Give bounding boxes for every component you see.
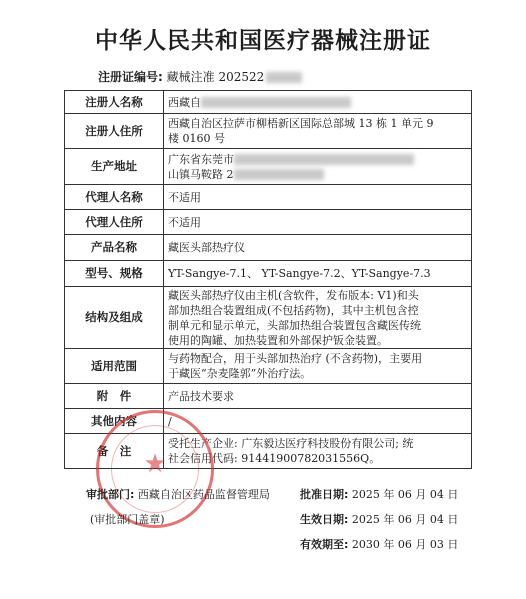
row-remarks bbox=[65, 434, 472, 469]
issuer-line bbox=[86, 486, 270, 502]
registrant-name-label: 注册人名称 bbox=[65, 91, 164, 114]
registrant-address-cell bbox=[164, 114, 472, 149]
agent-name-value: 不适用 bbox=[164, 185, 472, 210]
seal-star-icon: ★ bbox=[143, 449, 167, 479]
row-scope bbox=[65, 349, 472, 384]
other-label: 其他内容 bbox=[65, 409, 164, 434]
redacted-region bbox=[266, 72, 302, 83]
other-value: / bbox=[164, 409, 472, 434]
production-address-label: 生产地址 bbox=[65, 149, 164, 185]
row-production-address bbox=[65, 149, 472, 185]
effective-date-value: 2025 年 06 月 04 日 bbox=[351, 513, 459, 526]
redacted-region bbox=[234, 169, 324, 180]
agent-address-value: 不适用 bbox=[164, 210, 472, 235]
registrant-address-label: 注册人住所 bbox=[65, 114, 164, 149]
structure-cell bbox=[164, 287, 472, 349]
effective-date-label: 生效日期: bbox=[300, 513, 349, 526]
remarks-cell bbox=[164, 434, 472, 469]
registrant-name-cell bbox=[164, 91, 472, 114]
scope-line1: 与药物配合，用于头部加热治疗 (不含药物)，主要用 bbox=[168, 352, 423, 365]
agent-name-label: 代理人名称 bbox=[65, 185, 164, 210]
registration-number bbox=[98, 68, 302, 85]
product-name-label: 产品名称 bbox=[65, 235, 164, 261]
model-spec-label: 型号、规格 bbox=[65, 261, 164, 287]
row-attachment bbox=[65, 384, 472, 409]
row-model-spec bbox=[65, 261, 472, 287]
approval-date-line bbox=[300, 486, 458, 502]
production-address-line1: 广东省东莞市 bbox=[168, 152, 234, 166]
scope-cell bbox=[164, 349, 472, 384]
attachment-value: 产品技术要求 bbox=[164, 384, 472, 409]
registrant-name-value: 西藏自 bbox=[168, 95, 201, 109]
structure-line4: 使用的陶罐、加热装置和外部保护钣金装置。 bbox=[168, 333, 388, 347]
issuer-value: 西藏自治区药品监督管理局 bbox=[137, 488, 270, 501]
row-registrant-name bbox=[65, 91, 472, 114]
structure-line3: 制单元和显示单元，头部加热组合装置包含藏医传统 bbox=[168, 318, 421, 332]
structure-line1: 藏医头部热疗仪由主机(含软件，发布版本: V1)和头 bbox=[168, 288, 419, 302]
redacted-region bbox=[234, 154, 414, 165]
registration-number-label: 注册证编号: bbox=[98, 70, 163, 84]
redacted-region bbox=[201, 97, 351, 108]
row-structure bbox=[65, 287, 472, 349]
remarks-line1: 受托生产企业: 广东毅达医疗科技股份有限公司; 统 bbox=[168, 437, 414, 450]
certificate-title: 中华人民共和国医疗器械注册证 bbox=[95, 28, 431, 54]
effective-date-line bbox=[300, 511, 458, 527]
row-product-name bbox=[65, 235, 472, 261]
expiry-date-value: 2030 年 06 月 03 日 bbox=[351, 538, 459, 551]
certificate-table bbox=[64, 90, 472, 469]
scope-line2: 于藏医“杂麦隆郭”外治疗法。 bbox=[168, 367, 312, 380]
row-agent-address bbox=[65, 210, 472, 235]
structure-label: 结构及组成 bbox=[65, 287, 164, 349]
production-address-cell bbox=[164, 149, 472, 185]
row-agent-name bbox=[65, 185, 472, 210]
row-other bbox=[65, 409, 472, 434]
issuer-label: 审批部门: bbox=[86, 488, 135, 501]
attachment-label: 附 件 bbox=[65, 384, 164, 409]
production-address-line2: 山镇马鞍路 2 bbox=[168, 167, 234, 181]
row-registrant-address bbox=[65, 114, 472, 149]
registrant-address-line2: 楼 0160 号 bbox=[168, 132, 225, 145]
scope-label: 适用范围 bbox=[65, 349, 164, 384]
model-spec-value: YT-Sangye-7.1、 YT-Sangye-7.2、YT-Sangye-7.3 bbox=[164, 261, 472, 287]
remarks-label: 备 注 bbox=[65, 434, 164, 469]
approval-date-label: 批准日期: bbox=[300, 488, 349, 501]
expiry-date-label: 有效期至: bbox=[300, 538, 349, 551]
seal-note: (审批部门盖章) bbox=[90, 513, 165, 526]
approval-date-value: 2025 年 06 月 04 日 bbox=[351, 488, 459, 501]
registrant-address-line1: 西藏自治区拉萨市柳梧新区国际总部城 13 栋 1 单元 9 bbox=[168, 117, 434, 130]
registration-number-value: 藏械注准 202522 bbox=[166, 70, 265, 84]
expiry-date-line bbox=[300, 536, 458, 552]
product-name-value: 藏医头部热疗仪 bbox=[164, 235, 472, 261]
agent-address-label: 代理人住所 bbox=[65, 210, 164, 235]
remarks-line2: 社会信用代码: 91441900782031556Q。 bbox=[168, 452, 381, 465]
structure-line2: 部加热组合装置组成(不包括药物)，其中主机包含控 bbox=[168, 303, 419, 317]
